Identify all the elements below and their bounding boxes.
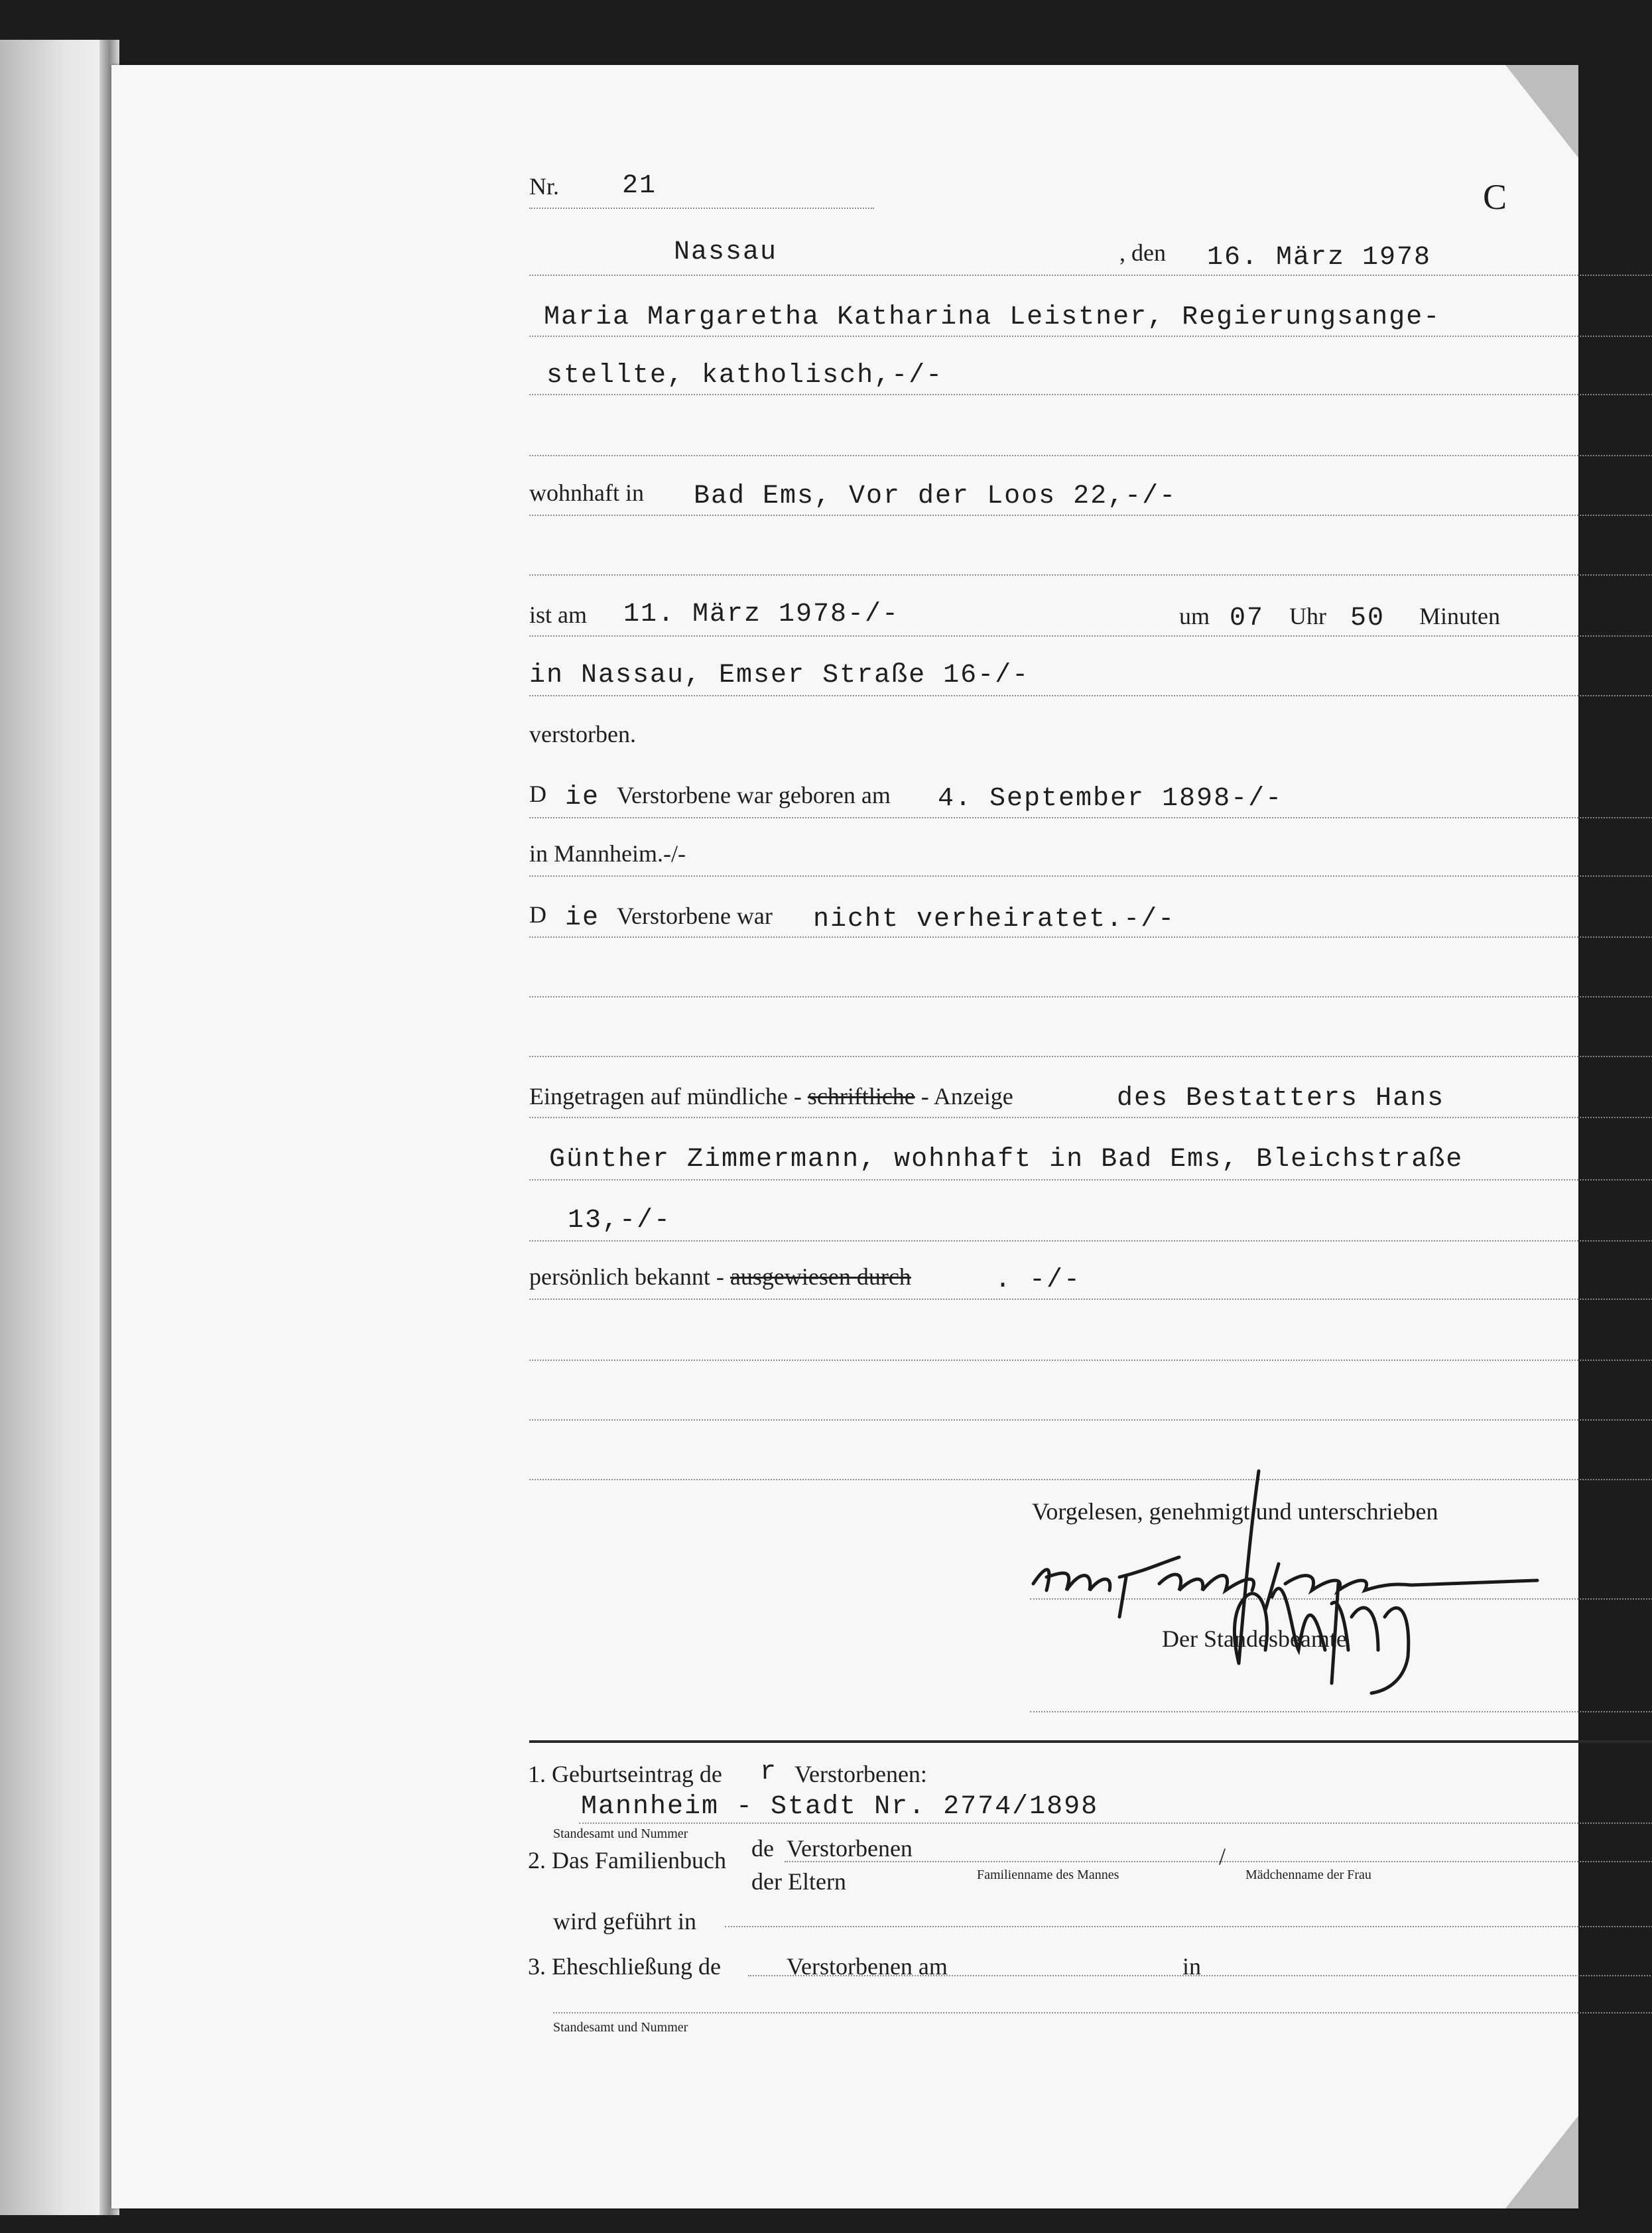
read-approved-text: Vorgelesen, genehmigt und unterschrieben <box>1032 1498 1438 1525</box>
rule <box>529 1240 1652 1242</box>
rule <box>725 1926 1652 1927</box>
minuten-label: Minuten <box>1419 603 1500 629</box>
notes-separator <box>529 1740 1652 1743</box>
rule <box>529 1419 1652 1421</box>
note-1-r: r <box>760 1757 778 1787</box>
note-1-label-b: Verstorbenen: <box>794 1761 927 1787</box>
birth-label: Verstorbene war geboren am <box>617 782 891 808</box>
birth-d: D <box>529 781 546 807</box>
death-label: ist am <box>529 602 587 628</box>
note-3-label-a: 3. Eheschließung de <box>528 1953 721 1980</box>
identity-label <box>529 1263 911 1291</box>
caption-man: Familienname des Mannes <box>977 1868 1119 1882</box>
nr-rule <box>529 208 874 209</box>
den-label: , den <box>1119 239 1166 266</box>
photo-corner-top <box>1505 65 1578 158</box>
person-line-1: Maria Margaretha Katharina Leistner, Regierungsange- <box>544 302 1441 332</box>
place-value: Nassau <box>674 237 778 267</box>
identity-struck: ausgewiesen durch <box>730 1263 911 1290</box>
note-2-eltern: der Eltern <box>751 1868 846 1895</box>
note-3-label-b: Verstorbenen am <box>787 1953 948 1980</box>
note-2-slash: / <box>1219 1843 1226 1870</box>
death-date: 11. März 1978-/- <box>623 600 900 629</box>
photo-corner-bottom <box>1505 2116 1578 2208</box>
date-value: 16. März 1978 <box>1207 243 1432 273</box>
registration-line-1: des Bestatters Hans <box>1117 1084 1445 1114</box>
register-page <box>111 65 1578 2208</box>
nr-label: Nr. <box>529 173 559 200</box>
caption-standesamt-2: Standesamt und Nummer <box>553 2020 688 2035</box>
rule <box>529 996 1652 997</box>
residence-label: wohnhaft in <box>529 479 644 506</box>
rule <box>529 635 1652 637</box>
rule <box>529 515 1652 516</box>
rule <box>529 1056 1652 1057</box>
rule <box>529 1117 1652 1118</box>
marital-d: D <box>529 901 546 928</box>
official-title: Der Standesbeamte <box>1162 1626 1347 1652</box>
date-rule <box>529 275 1652 276</box>
death-place: in Nassau, Emser Straße 16-/- <box>529 661 1030 690</box>
residence-value: Bad Ems, Vor der Loos 22,-/- <box>694 481 1177 511</box>
registration-label <box>529 1082 1013 1110</box>
nr-value: 21 <box>622 171 657 201</box>
person-line-2: stellte, katholisch,-/- <box>546 361 944 391</box>
verstorben-label: verstorben. <box>529 721 636 747</box>
marital-label: Verstorbene war <box>617 903 773 929</box>
marital-ie: ie <box>565 903 600 933</box>
note-1-label-a: 1. Geburtseintrag de <box>528 1761 722 1787</box>
identity-value: . -/- <box>995 1265 1082 1295</box>
rule <box>529 1179 1652 1180</box>
rule <box>529 1360 1652 1361</box>
death-minutes: 50 <box>1350 604 1385 633</box>
rule <box>529 1299 1652 1300</box>
rule <box>529 336 1652 337</box>
registration-prefix: Eingetragen auf mündliche - <box>529 1083 802 1110</box>
rule <box>1030 1711 1652 1712</box>
form-letter: C <box>1483 177 1507 217</box>
birth-date: 4. September 1898-/- <box>938 784 1283 814</box>
note-2-de: de <box>751 1835 774 1862</box>
um-label: um <box>1179 603 1210 629</box>
marital-value: nicht verheiratet.-/- <box>813 905 1176 934</box>
note-2-label: 2. Das Familienbuch <box>528 1847 726 1874</box>
note-2-wird: wird geführt in <box>553 1908 696 1935</box>
rule <box>529 455 1652 456</box>
official-signature <box>1080 1464 1425 1696</box>
note-2-verstorbenen: Verstorbenen <box>787 1835 913 1862</box>
rule <box>579 1822 1652 1824</box>
note-1-value: Mannheim - Stadt Nr. 2774/1898 <box>581 1792 1099 1822</box>
caption-standesamt: Standesamt und Nummer <box>553 1826 688 1841</box>
rule <box>529 817 1652 818</box>
rule <box>529 574 1652 576</box>
birth-ie: ie <box>565 783 600 812</box>
registration-suffix: - Anzeige <box>921 1083 1013 1110</box>
rule <box>553 2012 1652 2013</box>
note-3-in: in <box>1182 1953 1202 1980</box>
rule <box>529 695 1652 696</box>
rule <box>748 1975 1652 1976</box>
registration-line-3: 13,-/- <box>568 1206 672 1236</box>
caption-woman: Mädchenname der Frau <box>1245 1868 1371 1882</box>
rule <box>785 1861 1652 1862</box>
registration-struck: schriftliche <box>807 1083 915 1110</box>
rule <box>529 875 1652 877</box>
identity-prefix: persönlich bekannt - <box>529 1263 724 1290</box>
facing-page-edge <box>0 40 109 2215</box>
uhr-label: Uhr <box>1289 603 1326 629</box>
registration-line-2: Günther Zimmermann, wohnhaft in Bad Ems, Bleichstraße <box>549 1145 1464 1175</box>
rule <box>529 394 1652 395</box>
rule <box>529 936 1652 938</box>
death-hour: 07 <box>1230 604 1265 633</box>
birth-place: in Mannheim.-/- <box>529 840 686 867</box>
